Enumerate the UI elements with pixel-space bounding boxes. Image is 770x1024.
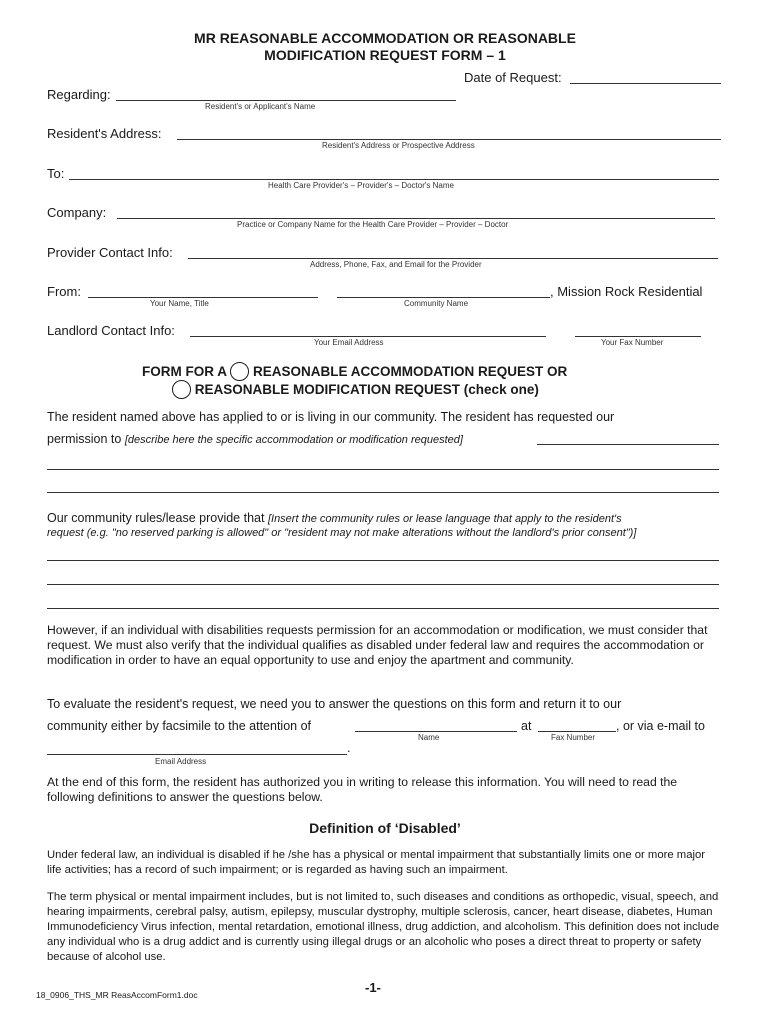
definition-title: Definition of ‘Disabled’ bbox=[309, 820, 461, 836]
rules-instructions-b: request (e.g. "no reserved parking is allowed" or "resident may not make alterations without the landlord's prior consent")] bbox=[47, 527, 637, 539]
body-p4b-prefix: community either by facsimile to the attention of bbox=[47, 719, 312, 733]
rules-prefix: Our community rules/lease provide that bbox=[47, 511, 265, 525]
regarding-caption: Resident's or Applicant's Name bbox=[205, 102, 316, 111]
modification-radio[interactable] bbox=[172, 380, 191, 399]
to-field[interactable] bbox=[69, 179, 719, 180]
page-number: -1- bbox=[365, 980, 381, 995]
modification-option-label: REASONABLE MODIFICATION REQUEST bbox=[194, 382, 461, 397]
company-caption: Practice or Company Name for the Health Care Provider – Provider – Doctor bbox=[237, 220, 509, 229]
regarding-label: Regarding: bbox=[47, 87, 111, 102]
permission-field[interactable] bbox=[537, 444, 719, 445]
footer-filename: 18_0906_THS_MR ReasAccomForm1.doc bbox=[36, 990, 198, 1000]
address-label: Resident's Address: bbox=[47, 126, 162, 141]
from-community-field[interactable] bbox=[337, 297, 550, 298]
request-line-3[interactable] bbox=[47, 492, 719, 493]
landlord-fax-field[interactable] bbox=[575, 336, 701, 337]
body-p4b-at: at bbox=[521, 719, 532, 733]
fax-attention-name-field[interactable] bbox=[355, 731, 517, 732]
landlord-contact-label: Landlord Contact Info: bbox=[47, 323, 175, 338]
fax-number-field[interactable] bbox=[538, 731, 616, 732]
body-p1: The resident named above has applied to or is living in our community. The resident has requested our bbox=[47, 410, 615, 424]
rules-instructions-a: [Insert the community rules or lease language that apply to the resident's bbox=[267, 513, 622, 525]
email-period: . bbox=[347, 741, 351, 755]
to-label: To: bbox=[47, 166, 65, 181]
body-p4b-suffix: , or via e-mail to bbox=[616, 719, 705, 733]
definition-p1: Under federal law, an individual is disabled if he /she has a physical or mental impairment that substantially limits one or more major life activities; has a record of such impairment; or is regarded as having such an impairment. bbox=[47, 849, 706, 876]
date-field[interactable] bbox=[570, 83, 721, 84]
body-p3: However, if an individual with disabilities requests permission for an accommodation or modification, we must consider that request. We must also verify that the individual qualifies as disabled under federal law and requires the accommodation or modification in order to have an equal opportunity to use and enjoy the apartment and community. bbox=[47, 623, 708, 667]
from-name-caption: Your Name, Title bbox=[150, 299, 209, 308]
rules-line-2[interactable] bbox=[47, 584, 719, 585]
rules-line-3[interactable] bbox=[47, 608, 719, 609]
check-one-label: (check one) bbox=[463, 382, 539, 397]
regarding-field[interactable] bbox=[116, 100, 456, 101]
form-for-prefix: FORM FOR A bbox=[142, 364, 227, 379]
form-type-line1 bbox=[142, 362, 567, 381]
address-field[interactable] bbox=[177, 139, 721, 140]
form-type-line2 bbox=[172, 380, 539, 399]
landlord-email-caption: Your Email Address bbox=[314, 338, 384, 347]
provider-contact-caption: Address, Phone, Fax, and Email for the Provider bbox=[310, 260, 482, 269]
rules-line-1[interactable] bbox=[47, 560, 719, 561]
to-caption: Health Care Provider's – Provider's – Doctor's Name bbox=[268, 181, 454, 190]
fax-name-caption: Name bbox=[418, 733, 440, 742]
company-field[interactable] bbox=[117, 218, 715, 219]
from-community-caption: Community Name bbox=[404, 299, 469, 308]
from-label: From: bbox=[47, 284, 81, 299]
accommodation-radio[interactable] bbox=[230, 362, 249, 381]
request-line-2[interactable] bbox=[47, 469, 719, 470]
provider-contact-label: Provider Contact Info: bbox=[47, 245, 173, 260]
body-p5: At the end of this form, the resident has authorized you in writing to release this information. You will need to read the following definitions to answer the questions below. bbox=[47, 775, 678, 804]
body-p4a: To evaluate the resident's request, we need you to answer the questions on this form and return it to our bbox=[47, 697, 622, 711]
email-field[interactable] bbox=[47, 754, 347, 755]
landlord-fax-caption: Your Fax Number bbox=[601, 338, 664, 347]
form-title-line1: MR REASONABLE ACCOMMODATION OR REASONABLE bbox=[194, 30, 576, 46]
email-caption: Email Address bbox=[155, 757, 207, 766]
fax-number-caption: Fax Number bbox=[551, 733, 596, 742]
from-suffix: , Mission Rock Residential bbox=[550, 284, 703, 299]
from-name-field[interactable] bbox=[88, 297, 318, 298]
accommodation-option-label: REASONABLE ACCOMMODATION REQUEST OR bbox=[253, 364, 568, 379]
provider-contact-field[interactable] bbox=[188, 258, 718, 259]
company-label: Company: bbox=[47, 205, 107, 220]
definition-p2: The term physical or mental impairment includes, but is not limited to, such diseases and conditions as orthopedic, visual, speech, and hearing impairments, cerebral palsy, autism, epilepsy, muscular dystrophy, multiple sclerosis, cancer, heart disease, diabetes, Human Immunodeficiency Virus infection, mental retardation, emotional illness, drug addiction, and alcoholism. This definition does not include any individual who is a drug addict and is currently using illegal drugs or an alcoholic who poses a direct threat to property or safety because of alcohol use. bbox=[47, 891, 720, 963]
body-p1b bbox=[47, 432, 463, 446]
permission-prefix: permission to bbox=[47, 432, 122, 446]
form-title-line2: MODIFICATION REQUEST FORM – 1 bbox=[264, 47, 506, 63]
body-p2 bbox=[47, 511, 622, 525]
date-label: Date of Request: bbox=[464, 70, 562, 85]
address-caption: Resident's Address or Prospective Address bbox=[322, 141, 475, 150]
landlord-email-field[interactable] bbox=[190, 336, 546, 337]
permission-instructions: [describe here the specific accommodation or modification requested] bbox=[124, 434, 463, 446]
